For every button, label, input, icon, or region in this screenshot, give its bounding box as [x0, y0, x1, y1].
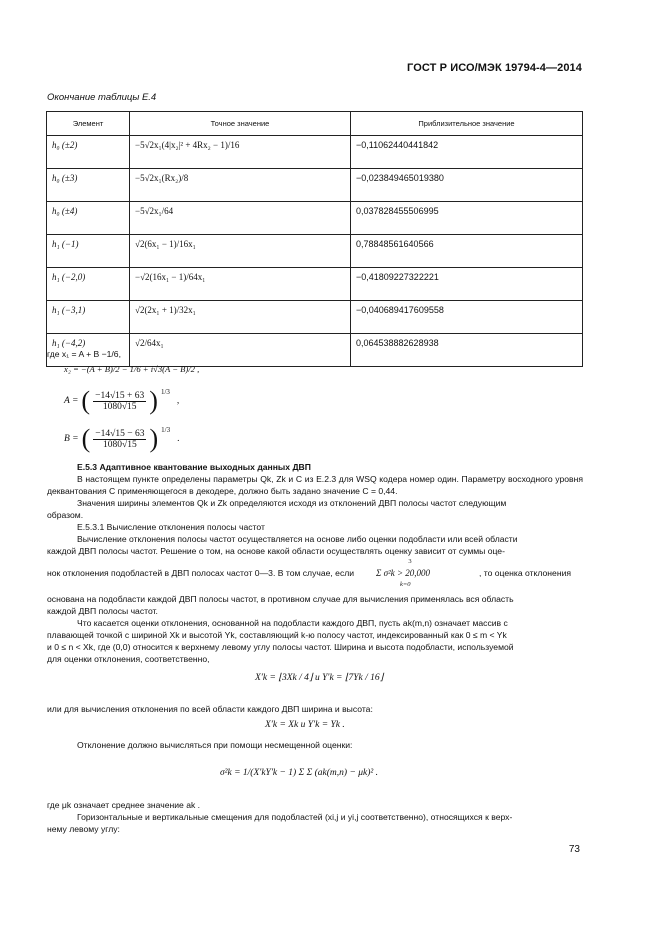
a-left-paren: (	[81, 386, 91, 415]
b-lhs: B =	[64, 434, 79, 444]
a-denominator: 1080√15	[102, 401, 137, 412]
cell-element: h₀ (±4)	[47, 202, 130, 235]
cell-element: h₁ (−3,1)	[47, 301, 130, 334]
sum-top-limit: 3	[408, 558, 412, 565]
para-variance-4: , то оценка отклонения	[479, 568, 572, 578]
paragraph-widths: Значения ширины элементов Qk и Zk определяются исходя из отклонений ДВП полосы частот следующим	[77, 498, 507, 508]
para-variance-6: каждой ДВП полосы частот.	[47, 606, 158, 616]
b-numerator: −14√15 − 63	[95, 428, 145, 439]
formula-variance: σ²k = 1/(X′kY′k − 1) Σ Σ (ak(m,n) − μk)² .	[220, 768, 378, 778]
formula-b	[64, 426, 179, 452]
section-title-e531: E.5.3.1 Вычисление отклонения полосы частот	[77, 522, 265, 532]
cell-exact: √2(6x₁ − 1)/16x₁	[130, 235, 351, 268]
where-x1: где x₁ = A + B −1/6,	[47, 349, 121, 359]
cell-exact: −5√2x₁/64	[130, 202, 351, 235]
b-right-paren: )	[149, 424, 159, 453]
cell-approx: −0,023849465019380	[351, 169, 583, 202]
cell-element: h₀ (±2)	[47, 136, 130, 169]
table-row	[47, 136, 583, 169]
table-e4	[46, 111, 583, 367]
cell-exact: −5√2x₁(4|x₂|² + 4Rx₂ − 1)/16	[130, 136, 351, 169]
x2-formula: x₂ = −(A + B)/2 − 1/6 + i√3(A − B)/2 ,	[64, 364, 200, 374]
b-denominator: 1080√15	[103, 439, 137, 450]
cell-exact: −5√2x₁(Rx₂)/8	[130, 169, 351, 202]
b-left-paren: (	[81, 424, 91, 453]
para-variance-5: основана на подобласти каждой ДВП полосы частот, в противном случае для вычисления применялась вся область	[47, 594, 514, 604]
para-variance-3: нок отклонения подобластей в ДВП полосах частот 0—3. В том случае, если	[47, 568, 355, 578]
table-row	[47, 268, 583, 301]
sum-formula: Σ σ²k > 20,000	[376, 568, 431, 578]
b-period: .	[177, 434, 180, 444]
table-row	[47, 202, 583, 235]
document-header: ГОСТ Р ИСО/МЭК 19794-4—2014	[407, 62, 582, 74]
para-full-region: или для вычисления отклонения по всей области каждого ДВП ширина и высота:	[47, 704, 373, 714]
cell-element: h₁ (−1)	[47, 235, 130, 268]
cell-approx: −0,41809227322221	[351, 268, 583, 301]
col-approx-header: Приблизительное значение	[351, 112, 583, 136]
formula-subregion-size: X′k = ⌊3Xk / 4⌋ и Y′k = ⌊7Yk / 16⌋	[255, 673, 384, 683]
para-subregion-3: и 0 ≤ n < Xk, где (0,0) относится к верхнему левому углу полосы частот. Ширина и высота подобласти, используемой	[47, 642, 514, 652]
cell-element: h₁ (−2,0)	[47, 268, 130, 301]
a-numerator: −14√15 + 63	[95, 390, 145, 401]
a-fraction	[93, 391, 146, 412]
cell-approx: 0,037828455506995	[351, 202, 583, 235]
a-exponent: 1/3	[160, 388, 170, 396]
table-row	[47, 334, 583, 367]
para-unbiased: Отклонение должно вычисляться при помощи несмещенной оценки:	[77, 740, 353, 750]
para-offsets-1: Горизонтальные и вертикальные смещения для подобластей (xi,j и yi,j соответственно), относящихся к верх-	[77, 812, 513, 822]
section-title-e53: E.5.3 Адаптивное квантование выходных данных ДВП	[77, 462, 311, 472]
b-exponent: 1/3	[161, 426, 171, 434]
para-subregion-2: плавающей точкой с шириной Xk и высотой Yk, составляющий k-ю полосу частот, индексированный как 0 ≤ m < Yk	[47, 630, 507, 640]
sum-bottom-limit: k=0	[400, 581, 411, 588]
table-row	[47, 235, 583, 268]
para-subregion-1: Что касается оценки отклонения, основанной на подобласти каждого ДВП, пусть ak(m,n) означает массив с	[77, 618, 508, 628]
table-row	[47, 169, 583, 202]
cell-exact: √2(2x₁ + 1)/32x₁	[130, 301, 351, 334]
para-variance-1: Вычисление отклонения полосы частот осуществляется на основе либо оценки подобласти или всей области	[77, 534, 518, 544]
cell-approx: 0,064538882628938	[351, 334, 583, 367]
paragraph-params: В настоящем пункте определены параметры Qk, Zk и C из E.2.3 для WSQ кодера номер один. Параметру восходного уровня деквантования C применяющегося в декодере, должно быть задано значение C = 0,44.	[47, 474, 583, 496]
paragraph-widths-end: образом.	[47, 510, 84, 520]
cell-approx: −0,040689417609558	[351, 301, 583, 334]
cell-element: h₁ (−4,2)	[47, 334, 130, 367]
col-exact-header: Точное значение	[130, 112, 351, 136]
para-subregion-4: для оценки отклонения, соответственно,	[47, 654, 210, 664]
page-number: 73	[568, 844, 580, 855]
para-offsets-2: нему левому углу:	[47, 824, 120, 834]
a-lhs: A =	[64, 396, 79, 406]
a-comma: ,	[176, 396, 180, 406]
cell-exact: √2/64x₁	[130, 334, 351, 367]
a-right-paren: )	[149, 386, 158, 415]
cell-approx: 0,78848561640566	[351, 235, 583, 268]
cell-exact: −√2(16x₁ − 1)/64x₁	[130, 268, 351, 301]
col-element-header: Элемент	[47, 112, 130, 136]
table-caption: Окончание таблицы E.4	[47, 92, 157, 103]
cell-approx: −0,11062440441842	[351, 136, 583, 169]
para-mean: где μk означает среднее значение ak .	[47, 800, 201, 810]
table-header-row	[47, 112, 583, 136]
table-row	[47, 301, 583, 334]
formula-full-size: X′k = Xk и Y′k = Yk .	[265, 720, 345, 730]
para-variance-2: каждой ДВП полосы частот. Решение о том, на основе какой области осуществлять оценку зависит от суммы оце-	[47, 546, 505, 556]
cell-element: h₀ (±3)	[47, 169, 130, 202]
formula-a	[64, 388, 179, 414]
b-fraction	[93, 429, 146, 450]
